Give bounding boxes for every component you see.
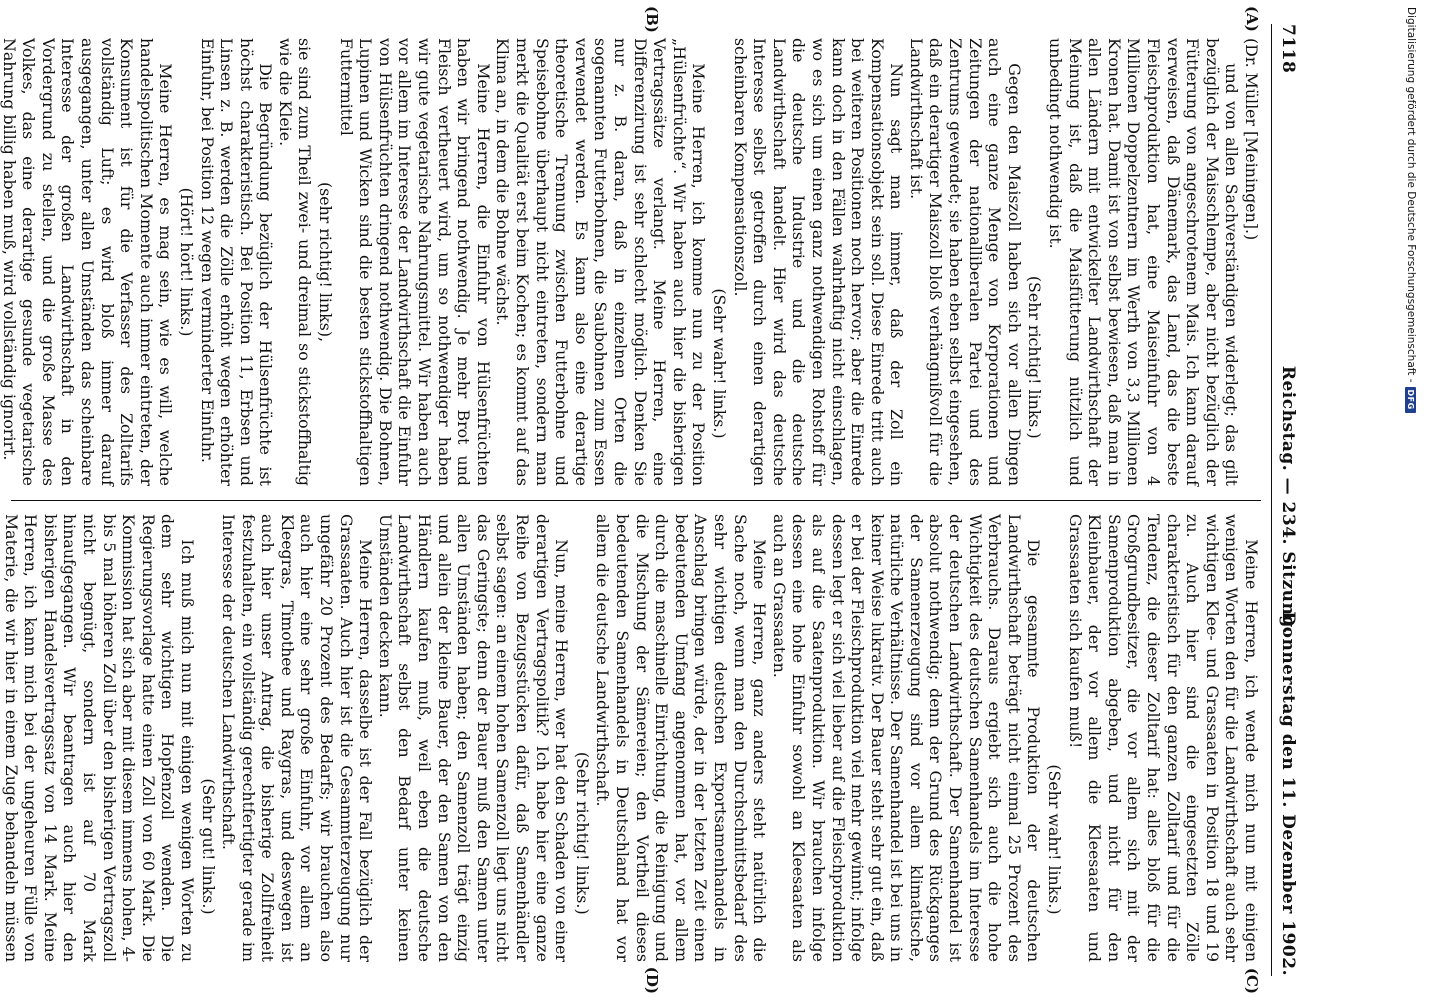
margin-mark-a: (A) xyxy=(1243,6,1261,32)
paragraph: Meine Herren, es mag sein, wie es will, welche handelspolitischen Momente auch immer eintreten, der Konsument ist für die Verfasser des Zolltarifs vollständig Luft; es wird bloß immer darauf ausgegangen, unter allen Umständen das scheinbare Interesse der großen Landwirthschaft in den Vordergrund zu stellen, und die große Masse des Volkes, das eine derartige gesunde vegetarische Nahrung billig haben muß, wird vollständig ignorirt. xyxy=(0,38,176,486)
paragraph: Meine Herren, dasselbe ist der Fall bezüglich der Grassaaten. Auch hier ist die Gesammterzeugung nur ungefähr 20 Prozent des Bedarfs; wir brauchen also auch hier eine sehr große Einfuhr, vor allem an Kleegras, Timothee und Raygras, und deswegen ist auch hier unser Antrag, die bisherige Zollfreiheit festzuhalten, ein vollständig gerechtfertigter gerade im Interesse der deutschen Landwirthschaft. xyxy=(219,514,376,962)
column-divider xyxy=(11,500,1261,501)
paragraph: Die Begründung bezüglich der Hülsenfrüchte ist höchst charakteristisch. Bei Position 11, Erbsen und Linsen z. B. werden die Zölle erhöht wegen erhöhter Einfuhr, bei Position 12 wegen verminderter Einfuhr. xyxy=(197,38,276,486)
paragraph: sie sind zum Theil zwei- und dreimal so stickstoffhaltig wie die Kleie. xyxy=(275,38,315,486)
margin-mark-d: (D) xyxy=(643,966,661,994)
paragraph: Nun, meine Herren, wer hat den Schaden von einer derartigen Vertragspolitik? Ich habe hier eine ganze Reihe von Bezugsstücken dafür, daß Samenhändler selbst sagen: an einem hohen Samenzoll liegt uns nicht das Geringste; denn der Bauer muß den Samen unter allen Umständen haben; den Samenzoll trägt einzig und allein der kleine Bauer, der den Samen von den Händlern kaufen muß, weil eben die deutsche Landwirthschaft selbst den Bedarf unter keinen Umständen decken kann. xyxy=(375,514,572,962)
audience-reaction: (Sehr wahr! links.) xyxy=(709,288,729,439)
paragraph: Gegen den Maiszoll haben sich vor allen Dingen auch eine ganze Menge von Korporationen und Zeitungen der nationalliberalen Partei und des Zentrums gewendet; sie haben eben selbst eingesehen, daß ein derartiger Maiszoll bloß verhängnißvoll für die Landwirthschaft ist. xyxy=(906,38,1024,486)
paragraph: Meine Herren, ich komme nun zu der Position „Hülsenfrüchte“. Wir haben auch hier die bisherigen Vertragssätze verlangt. Meine Herren, eine Differenzirung ist sehr schlecht möglich. Denken Sie nur z. B. daran, daß in einzelnen Orten die sogenannten Futterbohnen, die Saubohnen zum Essen verwendet werden. Es kann also eine derartige theoretische Trennung zwischen Futterbohne und Speisebohne überhaupt nicht eintreten, sondern man merkt die Qualität erst beim Kochen; es kommt auf das Klima an, in dem die Bohne wächst. xyxy=(493,38,709,486)
audience-reaction: (sehr richtig! links), xyxy=(316,181,336,342)
speaker-label: (Dr. Müller [Meiningen].) xyxy=(1242,38,1261,241)
margin-mark-c: (C) xyxy=(1243,967,1261,994)
paragraph: Meine Herren, ich wende mich nun mit einigen wenigen Worten den für die Landwirthschaft auch sehr wichtigen Klee- und Grassaaten in Position 18 und 19 zu. Auch hier sind die eingesetzten Zölle charakteristisch für den ganzen Zolltarif und für die Tendenz, die dieser Zolltarif hat: alles bloß für die Großgrundbesitzer, die vor allem sich mit der Samenproduktion abgeben, und nicht für den Kleinbauer, der vor allem die Kleesaaten und Grassaaten sich kaufen muß! xyxy=(1065,514,1261,962)
paragraph: Ich muß mich nun mit einigen wenigen Worten zu dem sehr wichtigen Hopfenzoll wenden. Die Regierungsvorlage hatte einen Zoll von 60 Mark. Die Kommission hat sich aber mit diesem immens hohen, 4- bis 5 mal höheren Zoll über den bisherigen Vertragszoll nicht begnügt, sondern ist auf 70 Mark hinaufgegangen. Wir beantragen auch hier den bisherigen Handelsvertragssatz von 14 Mark. Meine Herren, ich kann mich bei der ungeheuren Fülle von Materie, die wir hier in einem Zuge behandeln müssen xyxy=(1,514,197,962)
paragraph: und von allen Sachverständigen widerlegt; das gilt bezüglich der Maisschlempe, aber nicht bezüglich der Fütterung von angeschrotenem Mais. Ich kann darauf verweisen, daß Dänemark, das Land, das die beste Fleischproduktion hat, eine Maiseinfuhr von 4 Millionen Doppelzentnern im Werth von 3,3 Millionen Kronen hat. Damit ist von selbst bewiesen, daß man in allen Ländern mit entwickelter Landwirthschaft der Meinung ist, daß die Maisfütterung nützlich und unbedingt nothwendig ist. xyxy=(1046,38,1242,486)
audience-reaction: (Sehr richtig! links.) xyxy=(572,751,592,915)
page-number: 7118 xyxy=(1278,24,1298,74)
audience-reaction: (Hört! hört! links.) xyxy=(176,187,196,337)
paragraph: Meine Herren, die Einfuhr von Hülsenfrüchten haben wir bringend nothwendig. Je mehr Brot und Fleisch vertheuert wird, um so nothwendiger haben wir gute vegetarische Nahrungsmittel. Wir haben auch vor allem im Interesse der Landwirthschaft die Einfuhr von Hülsenfrüchten dringend nothwendig. Die Bohnen, Lupinen und Wicken sind die besten stickstoffhaltigen Futtermittel xyxy=(336,38,493,486)
audience-reaction: (Sehr gut! links.) xyxy=(198,778,218,915)
audience-reaction: (Sehr wahr! links.) xyxy=(1045,764,1065,915)
credit-text: Digitalisierung gefördert durch die Deutsche Forschungsgemeinschaft - xyxy=(1405,7,1417,383)
paragraph: Die gesammte Produktion der deutschen Landwirthschaft beträgt nicht einmal 25 Prozent des Verbrauchs. Daraus ergiebt sich auch die hohe Wichtigkeit des deutschen Samenhandels im Interesse der deutschen Landwirthschaft. Der Samenhandel ist absolut nothwendig; denn der Grund des Rückganges der Samenerzeugung sind vor allem klimatische, natürliche Verhältnisse. Der Samenhandel ist bei uns in keiner Weise lukrativ. Der Bauer steht sehr gut ein, daß er bei der Fleischproduktion viel mehr gewinnt; infolge dessen legt er sich viel lieber auf die Fleischproduktion als auf die Saatenproduktion. Wir brauchen infolge dessen eine hohe Einfuhr sowohl an Kleesaaten als auch an Grassaaten. xyxy=(769,514,1044,962)
right-column xyxy=(1,500,1261,976)
audience-reaction: (Sehr richtig! links.) xyxy=(1025,275,1045,439)
digitization-credit xyxy=(1402,5,1420,1007)
paragraph: Nun sagt man immer, daß der Zoll ein Kompensationsobjekt sein soll. Diese Einrede tritt auch bei weiteren Positionen noch hervor; aber die Einrede kann doch in den Fällen wahrhaftig nicht einschlagen, wo es sich um einen ganz nothwendigen Rohstoff für die deutsche Industrie und die deutsche Landwirthschaft handelt. Hier wird das deutsche Interesse selbst getroffen durch einen derartigen scheinbaren Kompensationszoll. xyxy=(730,38,907,486)
session-title: Reichstag. — 234. Sitzung. xyxy=(1278,365,1298,635)
text-columns xyxy=(0,6,1261,994)
left-column xyxy=(0,24,1261,500)
page-header xyxy=(1271,24,1302,976)
paragraph: Meine Herren, ganz anders steht natürlich die Sache noch, wenn man den Durchschnittsbedarf des sehr wichtigen deutschen Exportsamenhandels in Anschlag bringen würde, der in der letzten Zeit einen bedeutenden Umfang angenommen hat, vor allem durch die maschinelle Einrichtung, die Reinigung und die Mischung der Sämereien; den Vortheil dieses bedeutenden Samenhandels in Deutschland hat vor allem die deutsche Landwirthschaft. xyxy=(593,514,770,962)
dfg-logo: DFG xyxy=(1406,387,1417,413)
session-date: Donnerstag den 11. Dezember 1902. xyxy=(1278,611,1298,976)
margin-mark-b: (B) xyxy=(643,6,661,33)
